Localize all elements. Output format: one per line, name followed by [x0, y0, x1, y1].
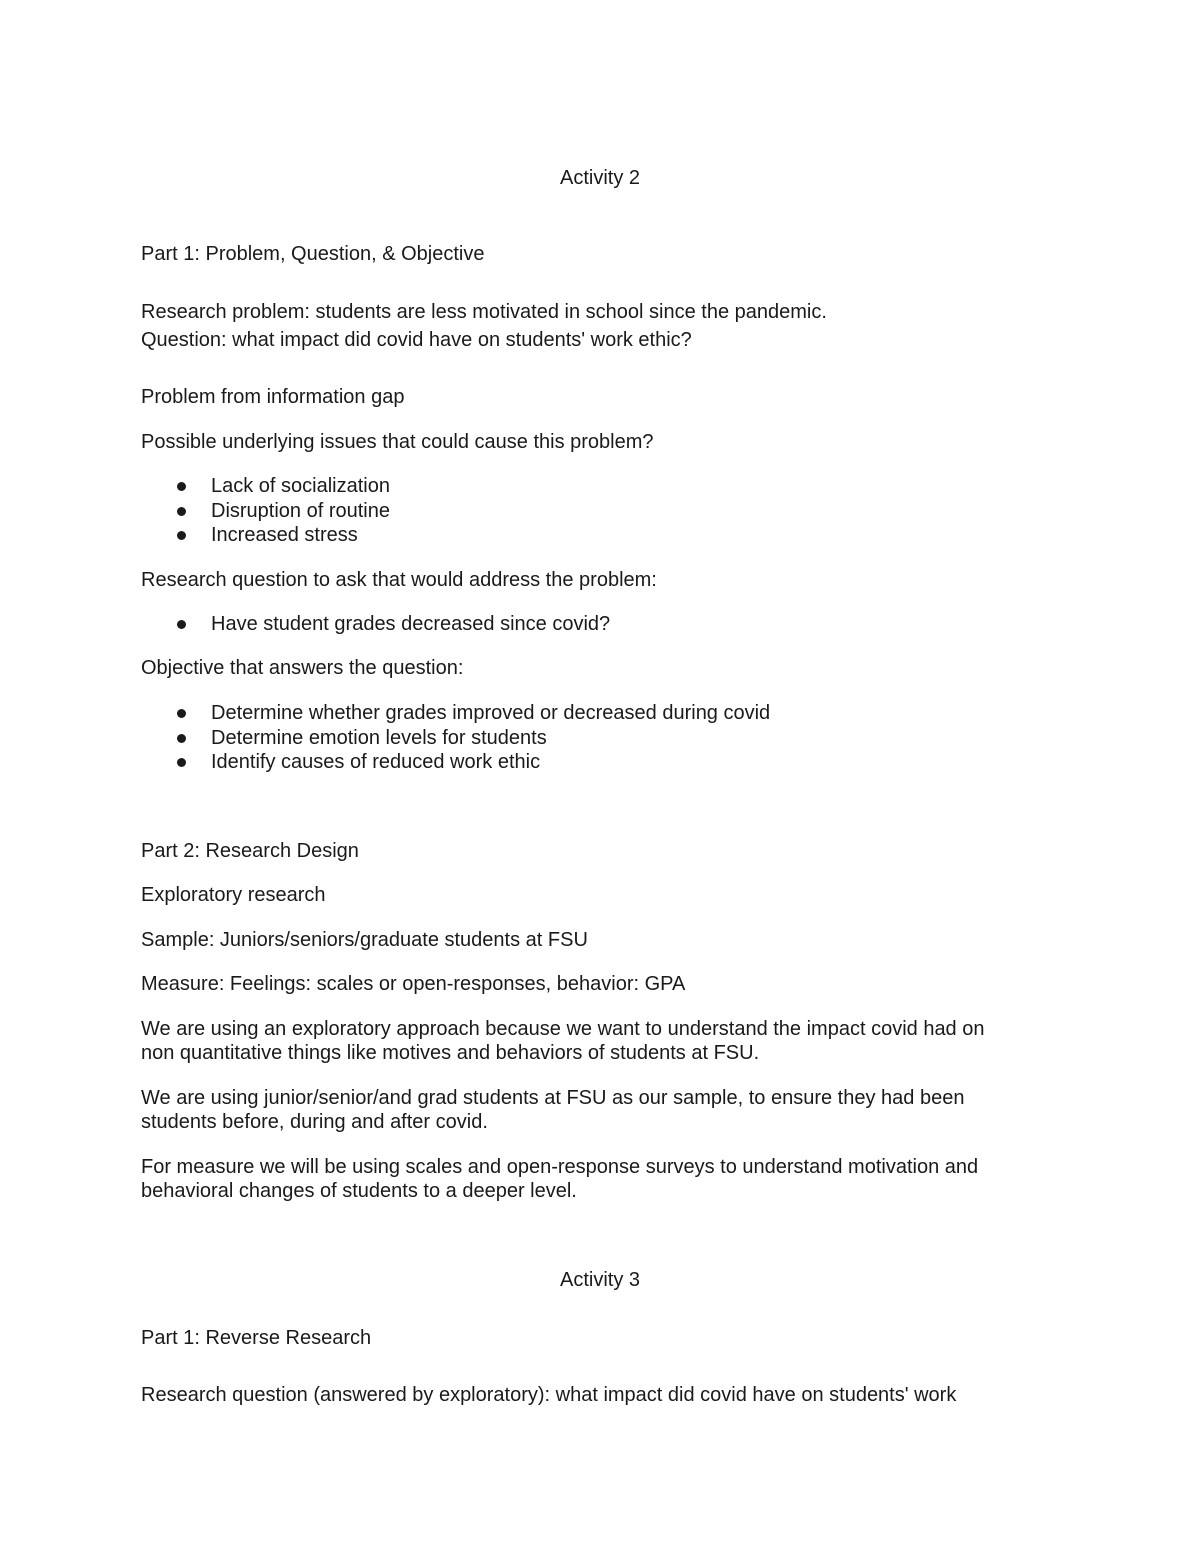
activity-2-title: Activity 2 [559, 167, 641, 189]
part-2-heading: Part 2: Research Design [141, 840, 359, 862]
activity-3-title: Activity 3 [559, 1269, 641, 1291]
paragraph-line: behavioral changes of students to a deeper level. [141, 1180, 577, 1202]
part-1-heading: Part 1: Problem, Question, & Objective [141, 243, 485, 265]
bullet-icon [177, 507, 186, 516]
activity-3-part-1-heading: Part 1: Reverse Research [141, 1327, 372, 1349]
objective-prompt: Objective that answers the question: [141, 657, 464, 679]
issues-prompt: Possible underlying issues that could cause this problem? [141, 431, 654, 453]
objective-list-item: Identify causes of reduced work ethic [211, 751, 541, 773]
paragraph-line: We are using an exploratory approach because we want to understand the impact covid had on [141, 1018, 985, 1040]
paragraph-line: non quantitative things like motives and behaviors of students at FSU. [141, 1042, 760, 1064]
activity-3-research-question: Research question (answered by exploratory): what impact did covid have on students' work [141, 1384, 957, 1406]
problem-source-text: Problem from information gap [141, 386, 405, 408]
issue-list-item: Increased stress [211, 524, 358, 546]
objective-list-item: Determine whether grades improved or decreased during covid [211, 702, 771, 724]
research-question-item: Have student grades decreased since covid? [211, 613, 611, 635]
paragraph-line: students before, during and after covid. [141, 1111, 488, 1133]
bullet-icon [177, 531, 186, 540]
paragraph-line: We are using junior/senior/and grad students at FSU as our sample, to ensure they had been [141, 1087, 965, 1109]
bullet-icon [177, 709, 186, 718]
objective-list-item: Determine emotion levels for students [211, 727, 547, 749]
bullet-icon [177, 620, 186, 629]
sample-text: Sample: Juniors/seniors/graduate students at FSU [141, 929, 588, 951]
issue-list-item: Disruption of routine [211, 500, 390, 522]
question-text: Question: what impact did covid have on students' work ethic? [141, 329, 692, 351]
paragraph-line: For measure we will be using scales and open-response surveys to understand motivation and [141, 1156, 979, 1178]
bullet-icon [177, 734, 186, 743]
bullet-icon [177, 482, 186, 491]
research-problem-text: Research problem: students are less motivated in school since the pandemic. [141, 301, 827, 323]
design-type-text: Exploratory research [141, 884, 326, 906]
research-question-prompt: Research question to ask that would address the problem: [141, 569, 657, 591]
bullet-icon [177, 758, 186, 767]
issue-list-item: Lack of socialization [211, 475, 390, 497]
measure-text: Measure: Feelings: scales or open-responses, behavior: GPA [141, 973, 686, 995]
